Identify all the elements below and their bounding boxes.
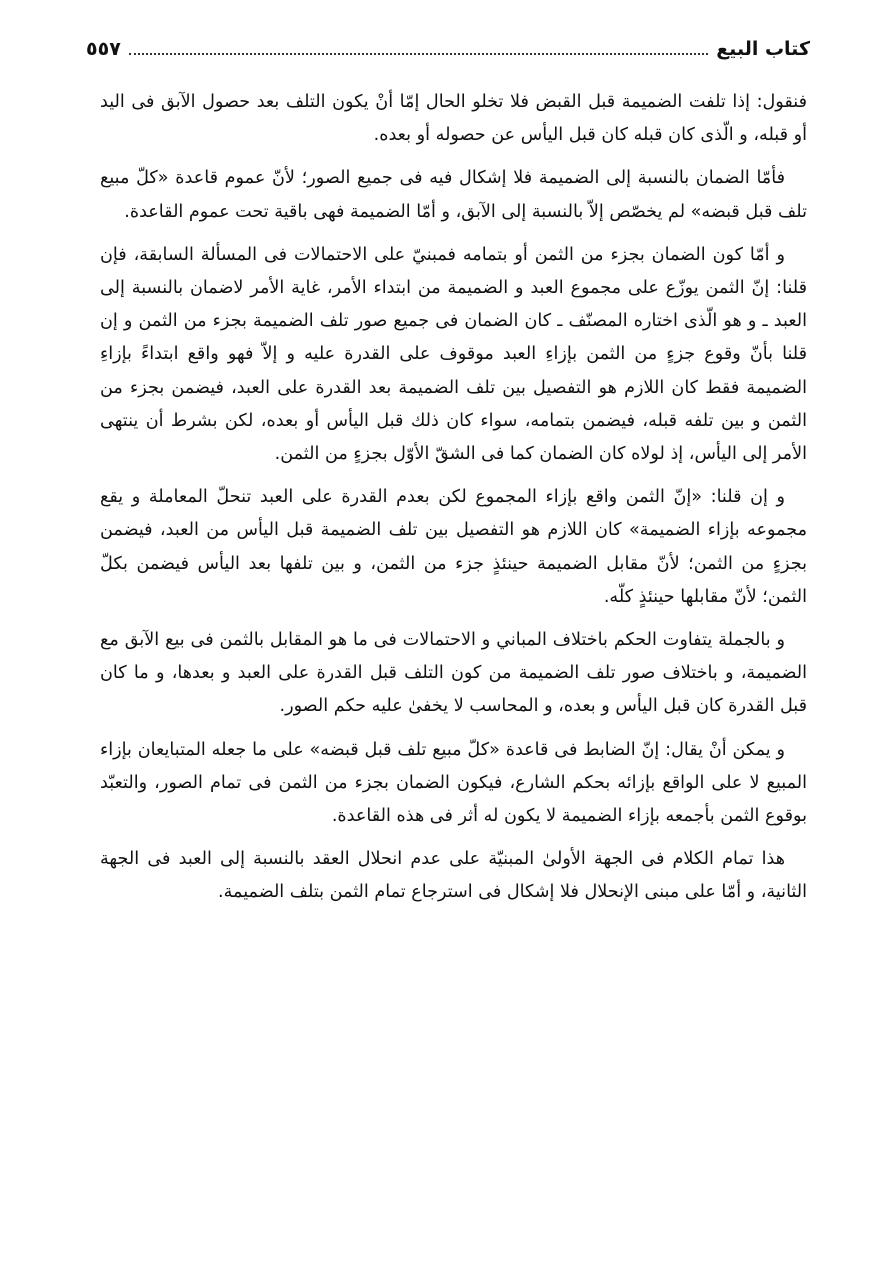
running-header <box>86 32 810 62</box>
paragraph: و أمّا كون الضمان بجزء من الثمن أو بتمامه فمبنيّ على الاحتمالات فى المسألة السابقة، فإن قلنا: إنّ الثمن يوزّع على مجموع العبد و الضميمة من ابتداء الأمر، غاية الأمر لاضمان بالنسبة إلى العبد ـ و هو الّذى اختاره المصنّف ـ كان الضمان فى جميع صور تلف الضميمة بجزء من الثمن و إن قلنا بأنّ وقوع جزءٍ من الثمن بإزاءِ العبد موقوف على القدرة عليه و إلاّ فهو واقع ابتداءً بإزاءِ الضميمة فقط كان اللازم هو التفصيل بين تلف الضميمة بعد القدرة على العبد، فيضمن بجزء من الثمن و بين تلفه قبله، فيضمن بتمامه، سواء كان ذلك قبل اليأس أو بعده، لكن بشرط أن ينتهى الأمر إلى اليأس، إذ لولاه كان الضمان كما فى الشقّ الأوّل بجزءٍ من الثمن. <box>100 244 807 465</box>
paragraph: فنقول: إذا تلفت الضميمة قبل القبض فلا تخلو الحال إمّا أنْ يكون التلف بعد حصول الآبق فى اليد أو قبله، و الّذى كان قبله كان قبل اليأس عن حصوله أو بعده. <box>100 92 807 146</box>
page-number: ٥٥٧ <box>86 38 121 60</box>
dotted-leader <box>129 53 708 55</box>
paragraph: و يمكن أنْ يقال: إنّ الضابط فى قاعدة «كلّ مبيع تلف قبل قبضه» على ما جعله المتبايعان بإزاء المبيع لا على الواقع بإزائه بحكم الشارع، فيكون الضمان بجزء من الثمن فى تمام الصور، والتعبّد بوقوع الثمن بأجمعه بإزاء الضميمة لا يكون له أثر فى هذه القاعدة. <box>100 739 807 827</box>
main-text <box>100 86 807 920</box>
paragraph: هذا تمام الكلام فى الجهة الأولىٰ المبنيّة على عدم انحلال العقد بالنسبة إلى العبد فى الجهة الثانية، و أمّا على مبنى الإنحلال فلا إشكال فى استرجاع تمام الثمن بتلف الضميمة. <box>100 849 807 903</box>
book-title: كتاب البيع <box>716 38 810 60</box>
paragraph: فأمّا الضمان بالنسبة إلى الضميمة فلا إشكال فيه فى جميع الصور؛ لأنّ عموم قاعدة «كلّ مبيع تلف قبل قبضه» لم يخصّص إلاّ بالنسبة إلى الآبق، و أمّا الضميمة فهى باقية تحت عموم القاعدة. <box>100 168 807 222</box>
paragraph: و بالجملة يتفاوت الحكم باختلاف المباني و الاحتمالات فى ما هو المقابل بالثمن فى بيع الآبق مع الضميمة، و باختلاف صور تلف الضميمة من كون التلف قبل القدرة على العبد و بعدها، و ما كان قبل القدرة كان قبل اليأس و بعده، و المحاسب لا يخفىٰ عليه حكم الصور. <box>100 630 807 717</box>
paragraph: و إن قلنا: «إنّ الثمن واقع بإزاء المجموع لكن بعدم القدرة على العبد تنحلّ المعاملة و يقع مجموعه بإزاء الضميمة» كان اللازم هو التفصيل بين تلف الضميمة قبل اليأس من العبد، فيضمن بجزءٍ من الثمن؛ لأنّ مقابل الضميمة حينئذٍ جزء من الثمن، و بين تلفها بعد اليأس فيضمن بكلّ الثمن؛ لأنّ مقابلها حينئذٍ كلّه. <box>100 487 807 607</box>
